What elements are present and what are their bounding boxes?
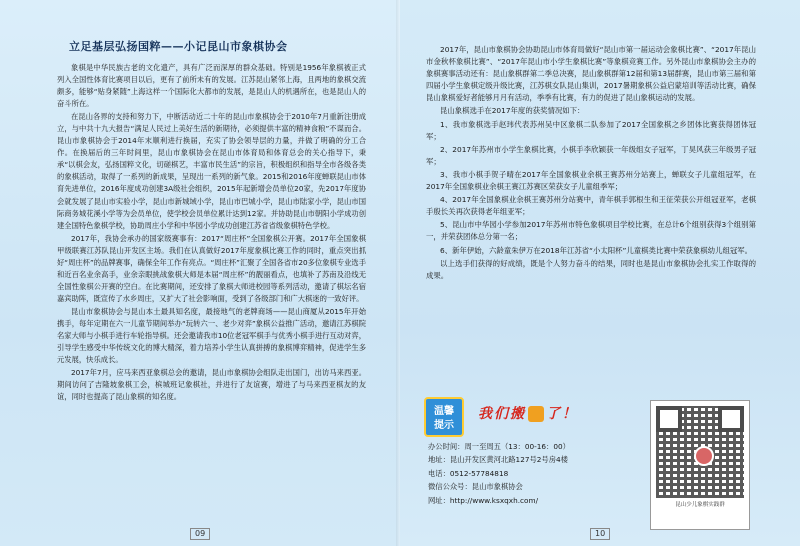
right-paragraph: 以上选手们获得的好成绩，既是个人努力奋斗的结果，同时也是昆山市象棋协会扎实工作取得的成果。: [426, 258, 756, 280]
club-logo-icon: [694, 446, 714, 466]
moved-banner: [478, 403, 578, 423]
article-title: 立足基层弘扬国粹——小记昆山市象棋协会: [69, 40, 288, 53]
page-number-right: 10: [590, 528, 610, 540]
left-paragraph: 在昆山各界的支持和努力下，中断活动近二十年的昆山市象棋协会于2010年7月重新注册成立，与中共十九大报告“满足人民过上美好生活的新期待，必须提供丰富的精神食粮”不谋而合。昆山市象棋协会于2014年末顺利进行换届，充实了协会领导层的力量，并做了明确的分工合作。在换届后的三年时间里，昆山市象棋协会在昆山市体育局和体育总会的关心指导下，秉承“以棋会友，弘扬国粹文化，切磋棋艺，丰富市民生活”的宗旨，积极组织和指导全市各级各类的象棋活动，取得了一系列的新成果，呈现出一系列的新气象。2015和2016年度蝉联昆山市体育先进单位，2016年度成功创建3A级社会组织，2015年起新增会员单位20家，先2017年度协会就发展了昆山市实验小学，昆山市新城域小学，昆山市巴城小学，昆山市陆家小学，昆山市国际商务城花溪小学等为会员单位，使学校会员单位累计达到12家。并协助昆山市朝阳小学成功创建全国特色象棋学校，协助周庄小学和中华园小学成功创建江苏省省级象棋特色学校。: [57, 112, 366, 230]
reminder-tag-line1: 温馨: [434, 406, 454, 417]
moved-text-b: 了！: [546, 406, 578, 422]
website-link[interactable]: 网址：http://www.ksxqxh.com/: [428, 495, 539, 505]
reminder-tag-line2: 提示: [434, 420, 454, 431]
right-paragraph: 1、我市象棋选手赵玮代表苏州吴中区象棋二队参加了2017全国象棋之乡团体比赛获得团体冠军；: [426, 119, 756, 141]
qr-code-icon[interactable]: [656, 406, 744, 498]
right-paragraph: 2、2017年苏州市小学生象棋比赛，小棋手李欣颖获一年级组女子冠军，丁昊风获三年级男子冠军；: [426, 144, 756, 166]
phone: 电话：0512-57784818: [428, 468, 509, 478]
left-paragraph: 象棋是中华民族古老的文化遗产，具有广泛而深厚的群众基础。特别是1956年象棋被正式列入全国性体育比赛项目以后，更有了前所未有的发展。江苏昆山紧邻上海，且两地的象棋交流颇多，能够“贴身紧随”上海这样一个国际化大都市的发展，是昆山人的机遇所在，也是昆山人的奋斗所在。: [57, 63, 366, 109]
moved-text-a: 我们搬: [478, 406, 526, 422]
house-icon: [528, 406, 544, 422]
address: 地址：昆山开发区黄河北路127号2号房4楼: [428, 455, 568, 465]
right-paragraph: 2017年，昆山市象棋协会协助昆山市体育局做好“昆山市第一届运动会象棋比赛”、“2017年昆山市金秋杯象棋比赛”、“2017年昆山市小学生象棋比赛”等象棋竞赛工作。另外昆山市象棋协会主办的象棋赛事活动还有：昆山象棋群第二季总决赛，昆山象棋群第12届和第13届群赛，昆山市第三届和第四届小学生象棋定级升级比赛，江苏棋女队昆山集训，2017暑期象棋公益启蒙培训等活动比赛，确保昆山象棋爱好者能够月月有活动，季季有比赛，有力的促进了昆山象棋运动的发展。: [426, 45, 756, 103]
office-hours: 办公时间：周一至周五（13：00-16：00）: [428, 442, 570, 451]
reminder-tag: [424, 397, 464, 437]
wechat-account: 微信公众号：昆山市象棋协会: [428, 482, 523, 492]
right-paragraph: 3、我市小棋手贺子晴在2017年全国象棋业余棋王赛苏州分站赛上，蝉联女子儿童组冠军，在2017年全国象棋业余棋王赛江苏赛区荣获女子儿童组季军；: [426, 169, 756, 192]
right-paragraph: 6、新年伊始，六龄童朱伊万在2018年江苏省“小太阳杯”儿童棋类比赛中荣获象棋幼儿组冠军。: [440, 245, 753, 255]
left-paragraph: 2017年7月，应马来西亚象棋总会的邀请，昆山市象棋协会组队走出国门，出访马来西亚。期间访问了吉隆坡象棋工会，槟城班记象棋社，并进行了友谊赛，增进了与马来西亚棋友的友谊，同时也提高了昆山象棋的知名度。: [57, 368, 366, 402]
qr-caption: 昆山少儿象棋实践群: [675, 502, 725, 508]
left-paragraph: 2017年，我协会承办的国家级赛事有：2017“周庄杯”全国象棋公开赛。2017年全国象棋甲级联赛江苏队昆山开发区主场。我们在认真做好2017年度象棋比赛工作的同时，重点突出抓好“周庄杯”的品牌赛事，确保全年工作有亮点。“周庄杯”汇聚了全国各省市20多位象棋专业选手和近百名业余高手，业余亲眼挑战象棋大师是本届“周庄杯”的靓丽看点，也填补了苏南及沿线无全国性象棋公开赛的空白。在比赛期间，还安排了象棋大师进校园等系列活动，邀请了棋坛名宿嘉宾助阵，既宣传了水乡周庄，又扩大了社会影响面，受到了各级部门和广大棋迷的一致好评。: [57, 233, 366, 303]
right-paragraph: 5、昆山市中华园小学参加2017年苏州市特色象棋项目学校比赛，在总计6个组别获得3个组别第一，并荣获团体总分第一名；: [426, 220, 756, 242]
right-paragraph: 4、2017年全国象棋业余棋王赛苏州分站赛中，青年棋手郭根生和王征荣获公开组冠亚军，老棋手殷长关再次获得老年组亚军；: [426, 195, 756, 217]
page-number-left: 09: [190, 528, 210, 540]
left-paragraph: 昆山市象棋协会与昆山本土最具知名度，最接地气的老牌商场——昆山商厦从2015年开始携手，每年定期在六一儿童节期间举办“玩转六一、老少对弈”象棋公益推广活动，邀请江苏棋院名家大师与小棋手进行车轮指导棋。还会邀请我市10位老冠军棋手与优秀小棋手进行互动对弈，引导学生感受中华传统文化的博大精深，着力培养小学生认真拼搏的象棋博弈精神，促进学生多元发展，快乐成长。: [57, 306, 366, 365]
qr-code-card: [650, 400, 750, 530]
right-paragraph: 昆山象棋选手在2017年度的获奖情况如下：: [440, 106, 585, 116]
contact-info: [428, 440, 658, 507]
